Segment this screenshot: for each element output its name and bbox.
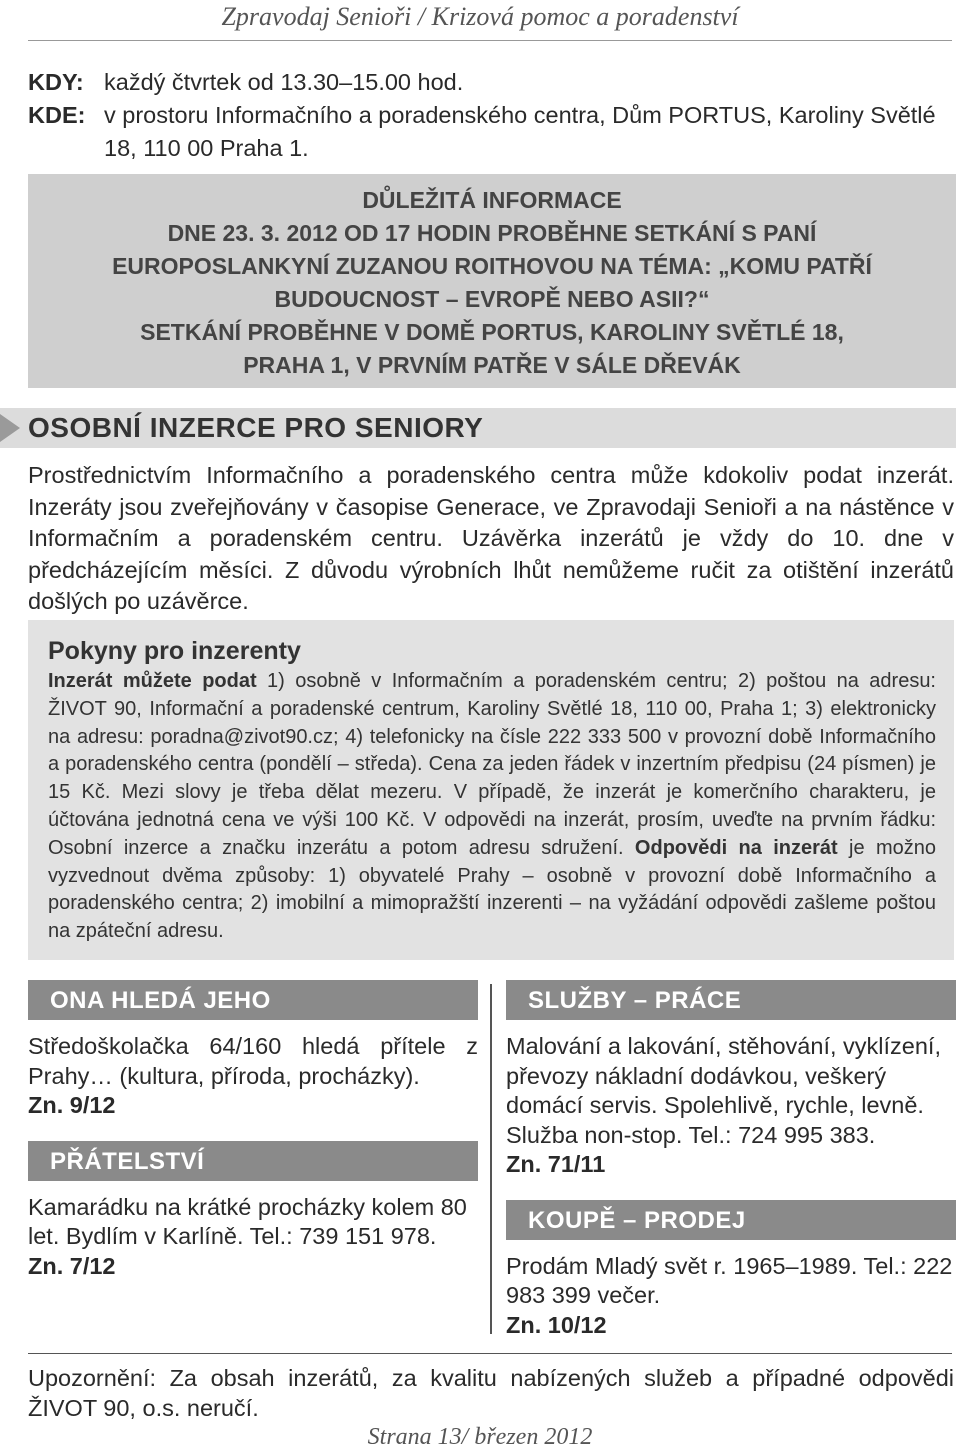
instructions-box bbox=[28, 620, 954, 960]
instructions-body-cont: je možno vyzvednout dvěma způsoby: 1) obyvatelé Prahy – osobně v provozní době Informačního a poradenského centra; 2) imobilní a mimopražští inzerenti – na vyžádání odpovědi zašleme poštou na zpáteční adresu. bbox=[48, 836, 936, 943]
when-row bbox=[28, 66, 958, 99]
category-pratelstvi: PŘÁTELSTVÍ bbox=[28, 1141, 478, 1181]
important-line: PRAHA 1, V PRVNÍM PATŘE V SÁLE DŘEVÁK bbox=[243, 352, 741, 378]
page-footer: Strana 13/ březen 2012 bbox=[367, 1424, 593, 1450]
ads-column-left bbox=[28, 980, 478, 1281]
ad-entry bbox=[506, 1252, 956, 1341]
important-line: SETKÁNÍ PROBĚHNE V DOMĚ PORTUS, KAROLINY SVĚTLÉ 18, bbox=[140, 319, 844, 345]
important-line: EUROPOSLANKYNÍ ZUZANOU ROITHOVOU NA TÉMA: „KOMU PATŘÍ bbox=[112, 253, 872, 279]
column-divider bbox=[490, 984, 492, 1334]
ad-text: Středoškolačka 64/160 hledá přítele z Prahy… (kultura, příroda, procházky). bbox=[28, 1033, 478, 1089]
instructions-title: Pokyny pro inzerenty bbox=[48, 637, 301, 665]
where-label: KDE: bbox=[28, 102, 86, 128]
where-row bbox=[28, 99, 958, 165]
ad-code: Zn. 71/11 bbox=[506, 1151, 606, 1177]
instructions-text bbox=[48, 668, 936, 946]
section-heading-bar bbox=[0, 408, 956, 448]
ad-code: Zn. 10/12 bbox=[506, 1311, 607, 1338]
schedule-block bbox=[28, 66, 958, 165]
category-sluzby-prace: SLUŽBY – PRÁCE bbox=[506, 980, 956, 1020]
ad-entry bbox=[28, 1032, 478, 1121]
ad-entry bbox=[506, 1032, 956, 1180]
instructions-body: 1) osobně v Informačním a poradenském centru; 2) poštou na adresu: ŽIVOT 90, Informační a poradenské centrum, Karoliny Světlé 18, 110 00, Praha 1; 3) elektronicky na adresu: poradna@zivot90.cz; 4) telefonicky na čísle 222 333 500 v provozní době Informačního a poradenského centra (pondělí – středa). Cena za jeden řádek v inzertním předpisu (24 písmen) je 15 Kč. Mezi slovy je třeba dělat mezeru. V případě, že inzerát je komerčního charakteru, je účtována jednotná cena ve výši 100 Kč. V odpovědi na inzerát, prosím, uveďte na prvním řádku: Osobní inzerce a značku inzerátu a potom adresu sdružení. bbox=[48, 670, 936, 859]
where-value: v prostoru Informačního a poradenského centra, Dům PORTUS, Karoliny Světlé 18, 110 00 Praha 1. bbox=[104, 102, 936, 161]
ad-text: Prodám Mladý svět r. 1965–1989. Tel.: 222 983 399 večer. bbox=[506, 1252, 953, 1308]
when-value: každý čtvrtek od 13.30–15.00 hod. bbox=[104, 69, 464, 95]
when-label: KDY: bbox=[28, 69, 84, 95]
ads-column-right bbox=[506, 980, 956, 1340]
important-line: BUDOUCNOST – EVROPĚ NEBO ASII?“ bbox=[274, 286, 710, 312]
section-title: OSOBNÍ INZERCE PRO SENIORY bbox=[28, 412, 484, 443]
ad-text: Malování a lakování, stěhování, vyklízení, převozy nákladní dodávkou, veškerý domácí servis. Spolehlivě, rychle, levně. Služba non-stop. Tel.: 724 995 383. bbox=[506, 1033, 941, 1148]
category-ona-hleda-jeho: ONA HLEDÁ JEHO bbox=[28, 980, 478, 1020]
intro-paragraph: Prostřednictvím Informačního a poradenského centra může kdokoliv podat inzerát. Inzeráty jsou zveřejňovány v časopise Generace, ve Zpravodaji Senioři a na nástěnce v Informačním a poradenském centru. Uzávěrka inzerátů je vždy do 10. dne v předcházejícím měsíci. Z důvodu výrobních lhůt nemůžeme ručit za otištění inzerátů došlých po uzávěrce. bbox=[28, 462, 954, 614]
header-rule bbox=[28, 40, 952, 41]
ad-code: Zn. 9/12 bbox=[28, 1092, 116, 1118]
ad-text: Kamarádku na krátké procházky kolem 80 let. Bydlím v Karlíně. Tel.: 739 151 978. bbox=[28, 1193, 467, 1249]
instructions-replies-label: Odpovědi na inzerát bbox=[634, 836, 838, 859]
instructions-lead: Inzerát můžete podat bbox=[48, 670, 257, 692]
bottom-rule bbox=[28, 1353, 952, 1354]
triangle-arrow-icon bbox=[0, 408, 24, 448]
important-notice-box bbox=[28, 174, 956, 388]
ad-code: Zn. 7/12 bbox=[28, 1252, 116, 1279]
category-koupe-prodej: KOUPĚ – PRODEJ bbox=[506, 1200, 956, 1240]
ad-entry bbox=[28, 1193, 478, 1282]
important-heading: DŮLEŽITÁ INFORMACE bbox=[362, 187, 622, 213]
important-line: DNE 23. 3. 2012 OD 17 HODIN PROBĚHNE SETKÁNÍ S PANÍ bbox=[167, 220, 817, 246]
page-header: Zpravodaj Senioři / Krizová pomoc a poradenství bbox=[221, 2, 739, 31]
disclaimer-notice: Upozornění: Za obsah inzerátů, za kvalitu nabízených služeb a případné odpovědi ŽIVOT 90, o.s. neručí. bbox=[28, 1365, 954, 1421]
